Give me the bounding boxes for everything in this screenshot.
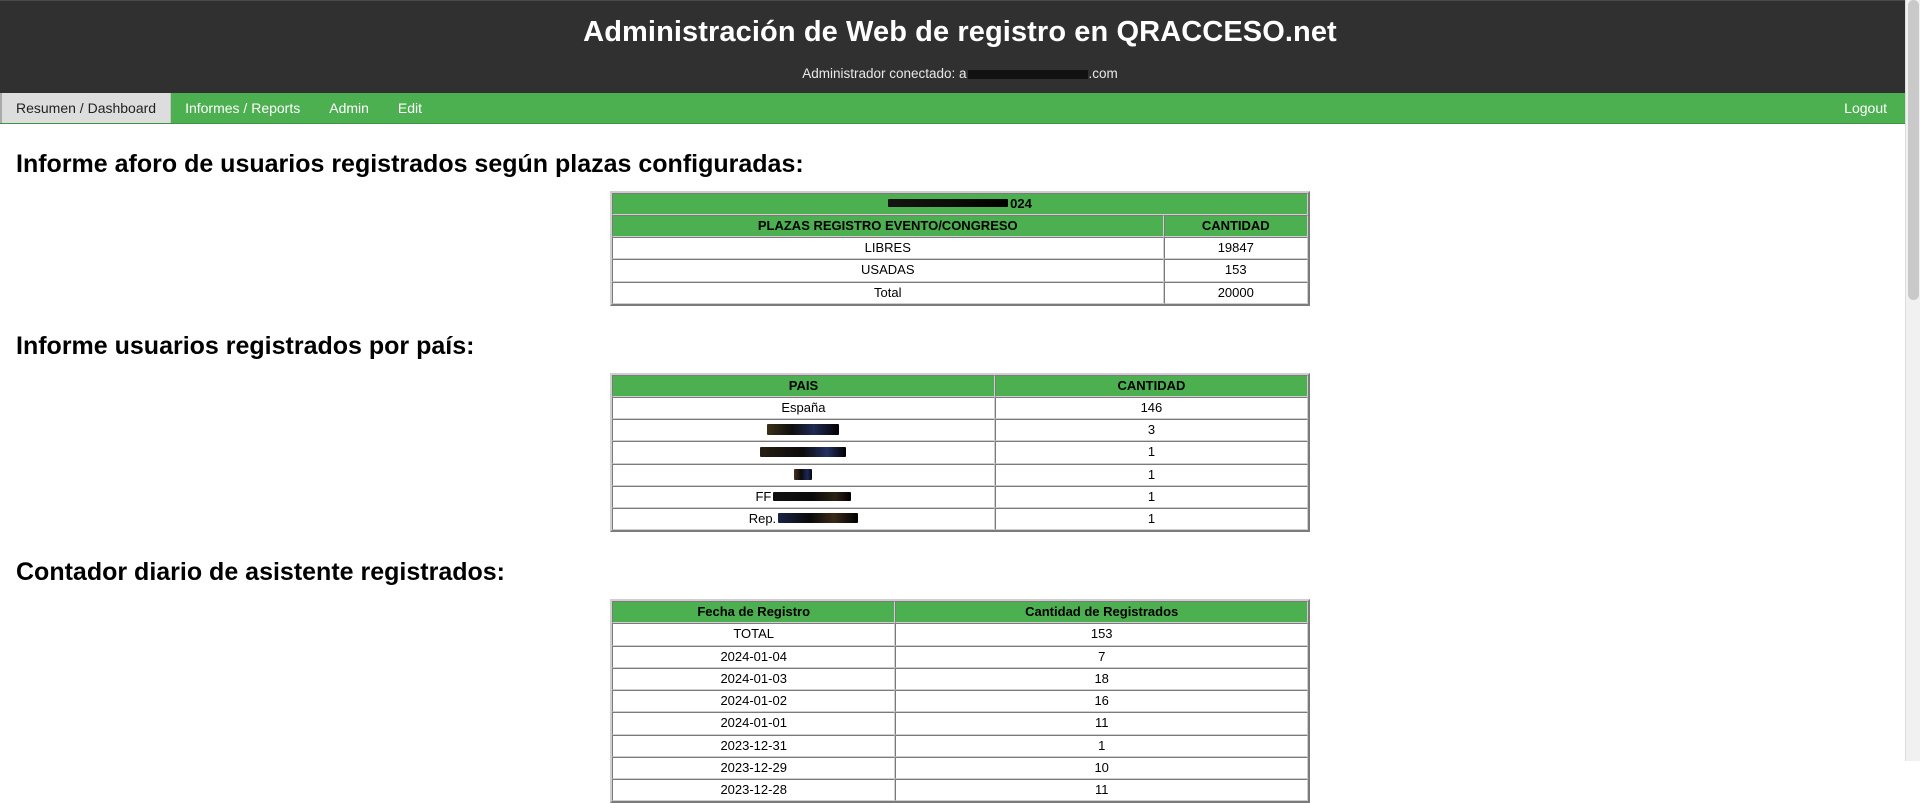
section-heading-contador-diario: Contador diario de asistente registrados: bbox=[16, 558, 505, 587]
table-row bbox=[612, 486, 1308, 508]
table-row bbox=[612, 735, 1308, 757]
diario-row-count: 18 bbox=[895, 668, 1308, 690]
redacted-email-bar bbox=[968, 70, 1088, 79]
redaction-bar bbox=[888, 199, 1008, 207]
table-row bbox=[612, 668, 1308, 690]
table-header-row bbox=[612, 375, 1308, 397]
table-row bbox=[612, 508, 1308, 530]
diario-row-count: 10 bbox=[895, 757, 1308, 779]
main-content bbox=[0, 150, 1920, 803]
redaction-bar bbox=[767, 424, 839, 435]
site-header bbox=[0, 0, 1920, 93]
nav-item-informes-reports[interactable]: Informes / Reports bbox=[185, 99, 301, 116]
aforo-row-value: 20000 bbox=[1164, 282, 1308, 304]
pais-row-label bbox=[612, 441, 995, 463]
table-row bbox=[612, 419, 1308, 441]
aforo-row-value: 153 bbox=[1164, 259, 1308, 281]
table-row bbox=[612, 397, 1308, 419]
aforo-row-label: USADAS bbox=[612, 259, 1164, 281]
nav-item-admin[interactable]: Admin bbox=[329, 99, 369, 116]
table-row bbox=[612, 646, 1308, 668]
diario-row-date: 2024-01-03 bbox=[612, 668, 895, 690]
table-row bbox=[612, 282, 1308, 304]
page-scrollbar-thumb[interactable] bbox=[1908, 0, 1919, 300]
section-heading-pais: Informe usuarios registrados por país: bbox=[16, 331, 475, 360]
diario-row-count: 153 bbox=[895, 623, 1308, 645]
diario-row-count: 11 bbox=[895, 712, 1308, 734]
diario-row-date: 2023-12-28 bbox=[612, 779, 895, 801]
pais-col-header-cantidad: CANTIDAD bbox=[995, 375, 1308, 397]
redaction-bar bbox=[773, 492, 851, 501]
pais-redacted-wrap bbox=[755, 489, 851, 505]
aforo-col-header-cantidad: CANTIDAD bbox=[1164, 215, 1308, 237]
diario-row-date: 2024-01-02 bbox=[612, 690, 895, 712]
diario-col-header-cantidad: Cantidad de Registrados bbox=[895, 601, 1308, 623]
pais-row-prefix: FF bbox=[755, 488, 772, 504]
pais-col-header-pais: PAIS bbox=[612, 375, 995, 397]
page-scrollbar[interactable] bbox=[1905, 0, 1920, 761]
diario-row-count: 1 bbox=[895, 735, 1308, 757]
redaction-bar bbox=[794, 469, 812, 480]
pais-row-value: 146 bbox=[995, 397, 1308, 419]
pais-row-label: España bbox=[612, 397, 995, 419]
pais-table-container bbox=[16, 373, 1904, 533]
pais-redacted-wrap bbox=[749, 511, 858, 527]
pais-row-label bbox=[612, 486, 995, 508]
aforo-table bbox=[610, 191, 1310, 306]
table-row bbox=[612, 690, 1308, 712]
table-header-row bbox=[612, 215, 1308, 237]
page-title: Administración de Web de registro en QRACCESO.net bbox=[583, 16, 1337, 48]
pais-table bbox=[610, 373, 1310, 533]
diario-row-date: 2023-12-29 bbox=[612, 757, 895, 779]
main-navbar bbox=[0, 93, 1920, 124]
pais-row-value: 1 bbox=[995, 464, 1308, 486]
diario-row-date: 2023-12-31 bbox=[612, 735, 895, 757]
diario-row-date: TOTAL bbox=[612, 623, 895, 645]
pais-row-value: 1 bbox=[995, 441, 1308, 463]
table-row bbox=[612, 712, 1308, 734]
table-row bbox=[612, 757, 1308, 779]
diario-table-container bbox=[16, 599, 1904, 803]
nav-item-resumen-dashboard[interactable]: Resumen / Dashboard bbox=[0, 93, 171, 123]
redacted-event-name bbox=[888, 196, 1032, 212]
admin-connected-prefix: Administrador conectado: a bbox=[802, 65, 967, 81]
table-row bbox=[612, 779, 1308, 801]
pais-row-label bbox=[612, 508, 995, 530]
navbar-left-group bbox=[0, 93, 437, 123]
redaction-bar bbox=[778, 513, 858, 523]
pais-row-label bbox=[612, 419, 995, 441]
diario-col-header-fecha: Fecha de Registro bbox=[612, 601, 895, 623]
diario-row-count: 11 bbox=[895, 779, 1308, 801]
table-row bbox=[612, 237, 1308, 259]
table-header-row bbox=[612, 601, 1308, 623]
redaction-bar bbox=[760, 447, 846, 457]
logout-button[interactable]: Logout bbox=[1844, 99, 1887, 116]
table-row-event-title bbox=[612, 193, 1308, 215]
aforo-row-value: 19847 bbox=[1164, 237, 1308, 259]
event-title-cell bbox=[612, 193, 1308, 215]
diario-table bbox=[610, 599, 1310, 803]
nav-item-edit[interactable]: Edit bbox=[397, 99, 423, 116]
section-heading-aforo: Informe aforo de usuarios registrados según plazas configuradas: bbox=[16, 149, 804, 178]
diario-row-date: 2024-01-04 bbox=[612, 646, 895, 668]
pais-row-value: 1 bbox=[995, 486, 1308, 508]
admin-connected-line bbox=[0, 66, 1920, 81]
pais-row-value: 1 bbox=[995, 508, 1308, 530]
table-row bbox=[612, 623, 1308, 645]
aforo-col-header-plazas: PLAZAS REGISTRO EVENTO/CONGRESO bbox=[612, 215, 1164, 237]
diario-row-count: 16 bbox=[895, 690, 1308, 712]
table-row bbox=[612, 464, 1308, 486]
aforo-row-label: Total bbox=[612, 282, 1164, 304]
pais-row-prefix: Rep. bbox=[748, 511, 777, 527]
admin-connected-suffix: .com bbox=[1088, 65, 1118, 81]
pais-row-label bbox=[612, 464, 995, 486]
diario-row-date: 2024-01-01 bbox=[612, 712, 895, 734]
event-title-suffix: 024 bbox=[1010, 195, 1032, 211]
aforo-row-label: LIBRES bbox=[612, 237, 1164, 259]
pais-row-value: 3 bbox=[995, 419, 1308, 441]
diario-row-count: 7 bbox=[895, 646, 1308, 668]
aforo-table-container bbox=[16, 191, 1904, 306]
table-row bbox=[612, 259, 1308, 281]
table-row bbox=[612, 441, 1308, 463]
